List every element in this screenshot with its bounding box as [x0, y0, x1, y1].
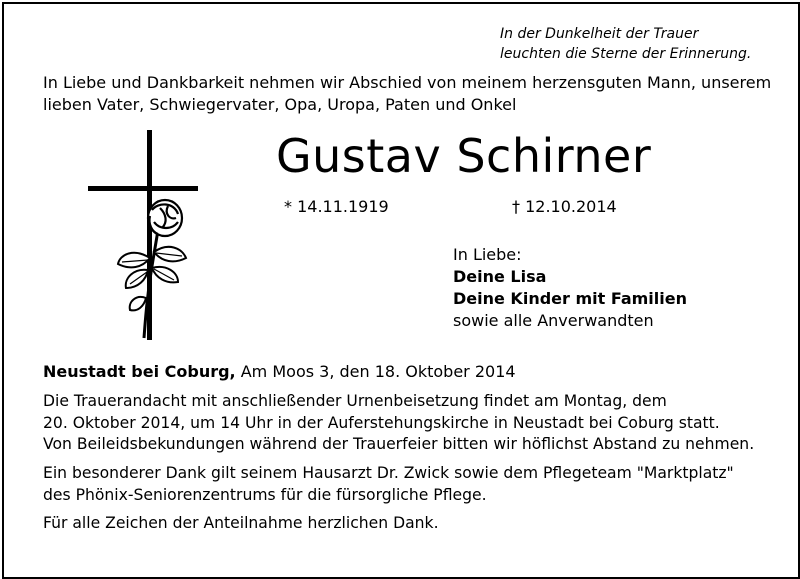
family-line-children: Deine Kinder mit Familien [453, 289, 687, 308]
cross-with-rose-icon [88, 130, 198, 340]
birth-date: * 14.11.1919 [284, 197, 389, 216]
cross-horizontal-beam [88, 186, 198, 191]
motto-line: In der Dunkelheit der Trauer [500, 26, 699, 42]
paragraph-line: Von Beileidsbekundungen während der Trauerfeier bitten wir höflichst Abstand zu nehmen. [43, 435, 755, 453]
general-thanks-paragraph [43, 513, 783, 535]
paragraph-line: 20. Oktober 2014, um 14 Uhr in der Auferstehungskirche in Neustadt bei Coburg statt. [43, 413, 720, 432]
paragraph-line: des Phönix-Seniorenzentrums für die fürsorgliche Pflege. [43, 485, 487, 504]
intro-text [43, 72, 773, 116]
family-signature [453, 244, 687, 332]
place-and-date [43, 361, 516, 383]
special-thanks-paragraph [43, 463, 783, 506]
place-address-date: Am Moos 3, den 18. Oktober 2014 [235, 362, 516, 381]
paragraph-line: Für alle Zeichen der Anteilnahme herzlichen Dank. [43, 514, 439, 532]
death-date: † 12.10.2014 [512, 197, 617, 216]
intro-line: In Liebe und Dankbarkeit nehmen wir Abschied von meinem herzensguten Mann, unserem [43, 73, 772, 92]
rose-bloom [148, 200, 182, 236]
service-paragraph [43, 391, 783, 456]
motto-quote [500, 24, 750, 64]
family-line-relatives: sowie alle Anverwandten [453, 311, 654, 330]
family-heading: In Liebe: [453, 245, 522, 264]
family-line-wife: Deine Lisa [453, 267, 547, 286]
motto-line: leuchten die Sterne der Erinnerung. [500, 46, 752, 62]
deceased-name: Gustav Schirner [276, 129, 652, 183]
intro-line: lieben Vater, Schwiegervater, Opa, Uropa, Paten und Onkel [43, 95, 517, 114]
paragraph-line: Die Trauerandacht mit anschließender Urnenbeisetzung findet am Montag, dem [43, 392, 667, 410]
paragraph-line: Ein besonderer Dank gilt seinem Hausarzt Dr. Zwick sowie dem Pflegeteam "Marktplatz" [43, 464, 734, 482]
place-city: Neustadt bei Coburg, [43, 362, 236, 381]
